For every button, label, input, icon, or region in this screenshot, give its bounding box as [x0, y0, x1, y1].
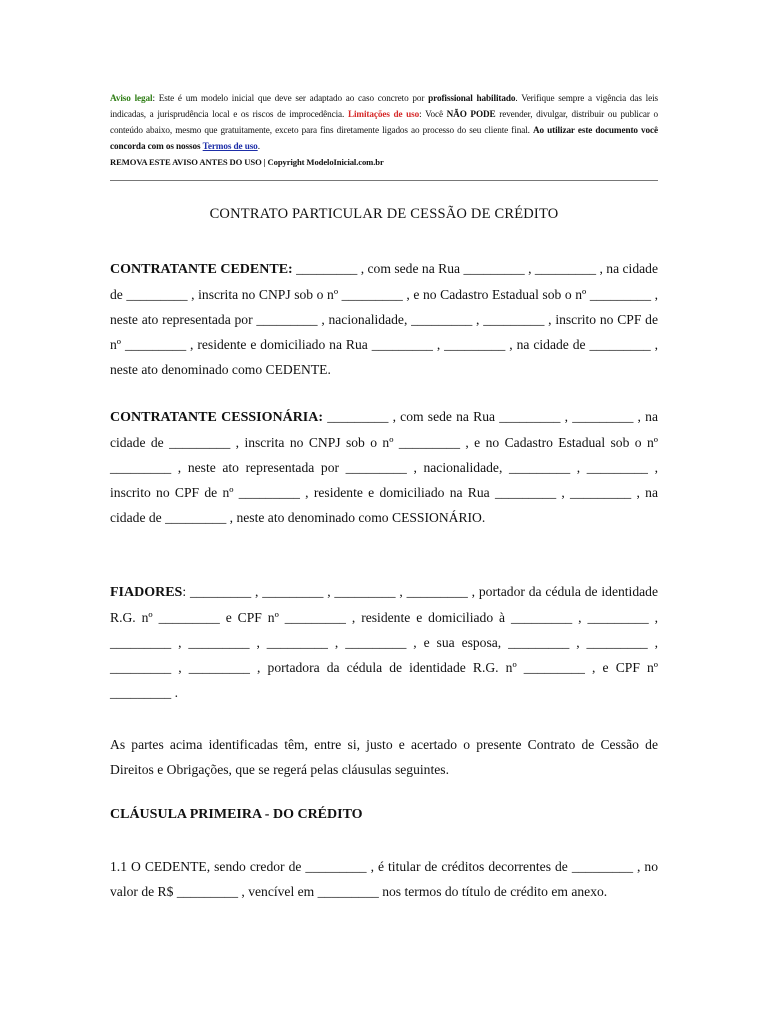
clausula-1-1-paragraph: 1.1 O CEDENTE, sendo credor de _________ , é titular de créditos decorrentes de _________ , no valor de R$ _________ , vencível em _________ nos termos do título de crédito em anexo.: [110, 859, 658, 899]
cedente-text: _________ , com sede na Rua _________ , _________ , na cidade de _________ , inscrita no CNPJ sob o nº _________ , e no Cadastro Estadual sob o nº _________ , neste ato representada por _________ , nacionalidade, _________ , _________ , inscrito no CPF de nº _________ , residente e domiciliado na Rua _________ , _________ , na cidade de _________ , neste ato denominado como CEDENTE.: [110, 261, 658, 377]
notice-text: .: [257, 141, 260, 151]
cedente-paragraph: [110, 256, 658, 382]
fiadores-text: : _________ , _________ , _________ , _________ , portador da cédula de identidade R.G. nº _________ e CPF nº _________ , residente e domiciliado à _________ , _________ , _________ , _________ , _________ , _________ , e sua esposa, _________ , _________ , _________ , _________ , portadora da cédula de identidade R.G. nº _________ , e CPF nº _________ .: [110, 584, 658, 700]
limits-label: Limitações de uso: [347, 109, 420, 119]
legal-notice: [110, 90, 658, 170]
cessionaria-text: _________ , com sede na Rua _________ , _________ , na cidade de _________ , inscrita no CNPJ sob o nº _________ , e no Cadastro Estadual sob o nº _________ , neste ato representada por _________ , nacionalidade, _________ , _________ , inscrito no CPF de nº _________ , residente e domiciliado na Rua _________ , _________ , na cidade de _________ , neste ato denominado como CESSIONÁRIO.: [110, 409, 658, 525]
notice-text: . Verifique sempre a vigência das leis indicadas, a jurisprudência local e os riscos de improcedência.: [110, 93, 659, 119]
fiadores-label: FIADORES: [110, 585, 183, 600]
remove-notice-text: REMOVA ESTE AVISO ANTES DO USO: [110, 157, 262, 167]
notice-text: : Este é um modelo inicial que deve ser adaptado ao caso concreto por: [152, 93, 429, 103]
notice-bold-nao-pode: NÃO PODE: [446, 109, 496, 119]
notice-bold-agreement: Ao utilizar este documento você concorda com os nossos: [110, 125, 658, 151]
document-title: CONTRATO PARTICULAR DE CESSÃO DE CRÉDITO: [209, 206, 559, 222]
notice-text: : Você: [419, 109, 447, 119]
fiadores-paragraph: [110, 579, 658, 705]
cessionaria-label: CONTRATANTE CESSIONÁRIA:: [110, 410, 324, 425]
notice-label: Aviso legal: [110, 93, 153, 103]
cedente-label: CONTRATANTE CEDENTE:: [110, 262, 293, 277]
copyright-text: | Copyright ModeloInicial.com.br: [261, 157, 384, 167]
notice-bold-professional: profissional habilitado: [428, 93, 516, 103]
terms-of-use-link[interactable]: Termos de uso: [202, 141, 258, 151]
clausula-primeira-heading: CLÁUSULA PRIMEIRA - DO CRÉDITO: [110, 807, 363, 822]
cessionaria-paragraph: [110, 404, 658, 530]
notice-text: revender, divulgar, distribuir ou publicar o conteúdo abaixo, mesmo que gratuitamente, exceto para fins diretamente ligados ao processo do seu cliente final.: [110, 109, 658, 135]
divider: [110, 180, 658, 181]
partes-paragraph: As partes acima identificadas têm, entre si, justo e acertado o presente Contrato de Cessão de Direitos e Obrigações, que se regerá pelas cláusulas seguintes.: [110, 737, 658, 777]
